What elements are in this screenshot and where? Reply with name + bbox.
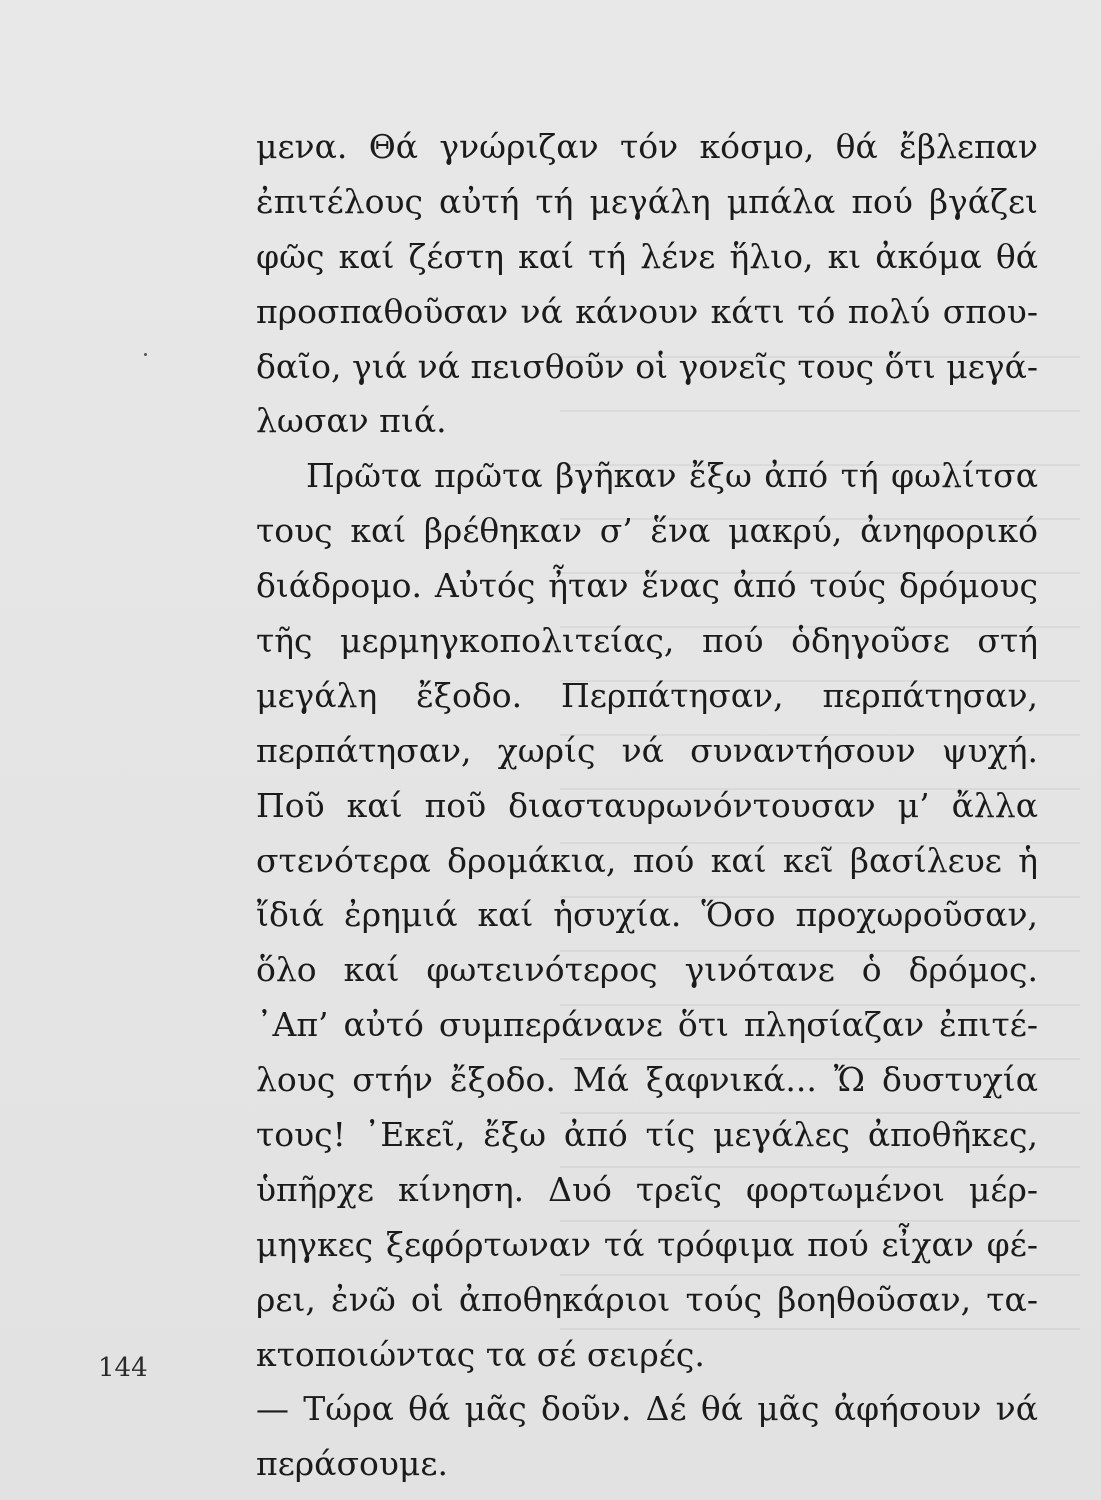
text-line: ἐπιτέλους αὐτή τή μεγάλη μπάλα πού βγάζει <box>256 181 1038 221</box>
text-line: ὑπῆρχε κίνηση. Δυό τρεῖς φορτωμένοι μέρ- <box>256 1169 1038 1209</box>
page-number: 144 <box>98 1353 148 1383</box>
text-line: στενότερα δρομάκια, πού καί κεῖ βασίλευε ἡ <box>256 840 1038 880</box>
text-line: κτοποιώντας τα σέ σειρές. <box>256 1334 705 1374</box>
text-line: ρει, ἐνῶ οἱ ἀποθηκάριοι τούς βοηθοῦσαν, τα- <box>256 1279 1038 1319</box>
text-line: τους! ᾽Εκεῖ, ἔξω ἀπό τίς μεγάλες ἀποθῆκες, <box>256 1115 1038 1155</box>
body-text <box>256 120 1038 1492</box>
text-line: ἴδιά ἐρημιά καί ἡσυχία. Ὅσο προχωροῦσαν, <box>256 895 1038 935</box>
text-line: τους καί βρέθηκαν σ’ ἕνα μακρύ, ἀνηφορικό <box>256 511 1038 551</box>
text-line: δαῖο, γιά νά πεισθοῦν οἱ γονεῖς τους ὅτι μεγά- <box>256 346 1038 386</box>
text-line: φῶς καί ζέστη καί τή λένε ἥλιο, κι ἀκόμα θά <box>256 236 1038 276</box>
text-line: τῆς μερμηγκοπολιτείας, πού ὁδηγοῦσε στή <box>256 621 1038 661</box>
text-line: Ποῦ καί ποῦ διασταυρωνόντουσαν μ’ ἄλλα <box>256 785 1038 825</box>
text-line: περάσουμε. <box>256 1444 448 1484</box>
text-line: — Τώρα θά μᾶς δοῦν. Δέ θά μᾶς ἀφήσουν νά <box>256 1389 1038 1429</box>
text-line: διάδρομο. Αὐτός ἦταν ἕνας ἀπό τούς δρόμους <box>256 566 1038 606</box>
text-line: μενα. Θά γνώριζαν τόν κόσμο, θά ἔβλεπαν <box>256 127 1038 166</box>
text-line: λους στήν ἔξοδο. Μά ξαφνικά... Ὤ δυστυχία <box>256 1060 1038 1100</box>
paper-speck <box>144 353 147 356</box>
text-line: Πρῶτα πρῶτα βγῆκαν ἔξω ἀπό τή φωλίτσα <box>306 456 1038 496</box>
text-line: λωσαν πιά. <box>256 401 447 441</box>
text-line: προσπαθοῦσαν νά κάνουν κάτι τό πολύ σπου- <box>256 291 1038 331</box>
text-line: μηγκες ξεφόρτωναν τά τρόφιμα πού εἶχαν φέ- <box>256 1224 1038 1264</box>
text-line: ᾽Απ’ αὐτό συμπεράνανε ὅτι πλησίαζαν ἐπιτέ- <box>256 1005 1038 1045</box>
text-line: ὅλο καί φωτεινότερος γινότανε ὁ δρόμος. <box>256 950 1038 990</box>
text-line: μεγάλη ἔξοδο. Περπάτησαν, περπάτησαν, <box>256 675 1038 715</box>
text-line: περπάτησαν, χωρίς νά συναντήσουν ψυχή. <box>256 730 1038 770</box>
